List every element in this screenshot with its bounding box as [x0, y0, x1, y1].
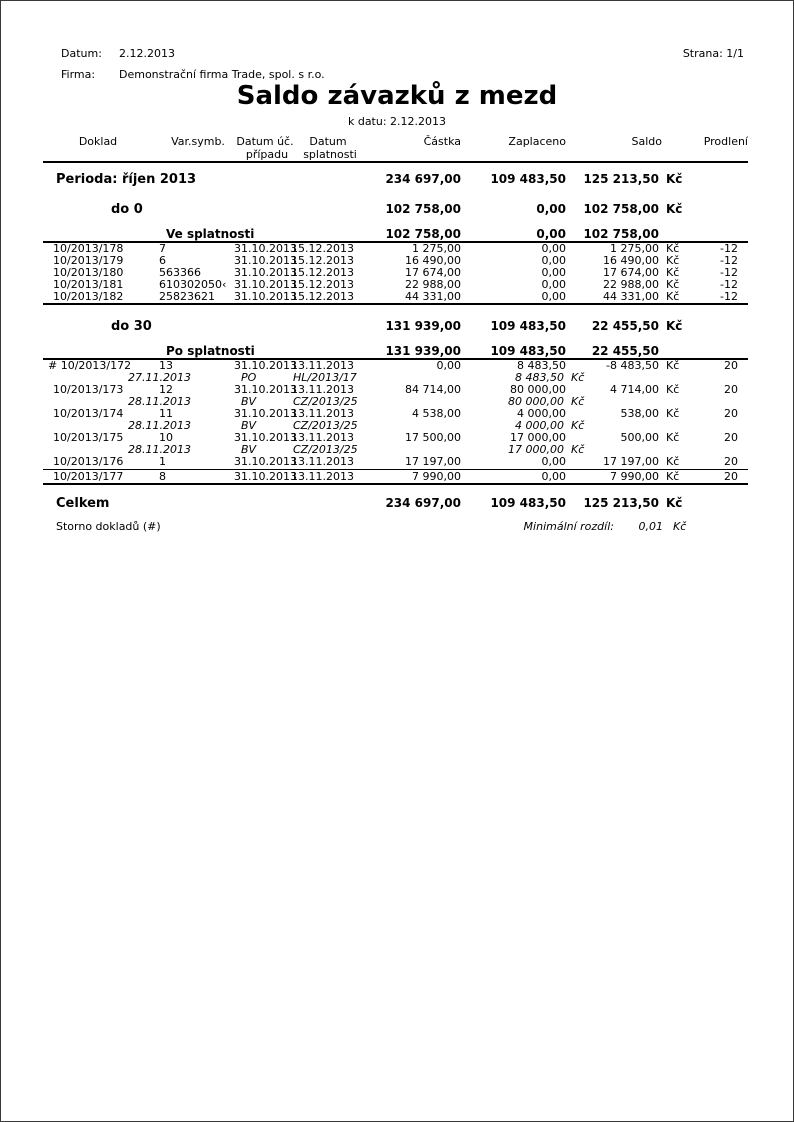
status-row	[43, 227, 748, 241]
cell-prodleni: 20	[724, 431, 738, 444]
cell-zaplaceno: 4 000,00	[517, 407, 566, 420]
payment-date: 27.11.2013	[128, 371, 191, 384]
cell-currency: Kč	[666, 172, 683, 186]
bucket-row	[43, 201, 748, 218]
payment-date: 28.11.2013	[128, 419, 191, 432]
min-diff-label: Minimální rozdíl:	[523, 520, 614, 533]
payment-doklad: CZ/2013/25	[293, 395, 358, 408]
cell-datum-spl: 15.12.2013	[291, 290, 354, 303]
cell-varsymb: 6	[159, 254, 166, 267]
col-header-datum-uc: Datum úč.	[236, 135, 294, 148]
cell-doklad: 10/2013/175	[53, 431, 124, 444]
cell-doklad: 10/2013/179	[53, 254, 124, 267]
col-header-doklad: Doklad	[78, 135, 118, 148]
cell-zaplaceno: 0,00	[541, 266, 566, 279]
company-label: Firma:	[61, 68, 96, 81]
col-header-varsymb: Var.symb.	[171, 135, 225, 148]
cell-varsymb: 8	[159, 470, 166, 483]
cell-zaplaceno: 8 483,50	[517, 359, 566, 372]
cell-prodleni: 20	[724, 383, 738, 396]
cell-saldo: 7 990,00	[610, 470, 659, 483]
cell-castka: 102 758,00	[385, 227, 461, 241]
cell-currency: Kč	[666, 383, 680, 396]
cell-saldo: -8 483,50	[606, 359, 659, 372]
col-header-datum-spl-2: splatnosti	[303, 148, 357, 161]
cell-saldo: 125 213,50	[583, 496, 659, 510]
min-diff-currency: Kč	[673, 520, 687, 533]
col-header-castka: Částka	[423, 135, 461, 148]
cell-saldo: 22 455,50	[591, 319, 659, 333]
cell-castka: 131 939,00	[385, 344, 461, 358]
cell-saldo: 500,00	[620, 431, 659, 444]
date-value: 2.12.2013	[119, 47, 175, 60]
cell-datum-uc: 31.10.2013	[234, 470, 297, 483]
cell-saldo: 17 197,00	[603, 455, 659, 468]
payment-doklad: CZ/2013/25	[293, 443, 358, 456]
col-header-datum-spl: Datum	[309, 135, 347, 148]
cell-castka: 7 990,00	[412, 470, 461, 483]
cell-zaplaceno: 109 483,50	[490, 496, 566, 510]
cell-castka: 22 988,00	[405, 278, 461, 291]
cell-zaplaceno: 0,00	[541, 254, 566, 267]
payment-currency: Kč	[571, 419, 585, 432]
cell-castka: 17 674,00	[405, 266, 461, 279]
status-row	[43, 344, 748, 358]
cell-datum-spl: 15.12.2013	[291, 278, 354, 291]
cell-currency: Kč	[666, 455, 680, 468]
cell-datum-spl: 13.11.2013	[291, 431, 354, 444]
cell-datum-spl: 15.12.2013	[291, 254, 354, 267]
bucket-row	[43, 318, 748, 335]
cell-datum-spl: 13.11.2013	[291, 359, 354, 372]
cell-prodleni: -12	[720, 290, 738, 303]
footer-row	[43, 520, 748, 534]
cell-currency: Kč	[666, 254, 680, 267]
cell-datum-uc: 31.10.2013	[234, 359, 297, 372]
cell-datum-uc: 31.10.2013	[234, 431, 297, 444]
cell-prodleni: 20	[724, 455, 738, 468]
cell-datum-uc: 31.10.2013	[234, 383, 297, 396]
cell-saldo: 4 714,00	[610, 383, 659, 396]
report-table	[43, 135, 748, 534]
cell-zaplaceno: 0,00	[541, 242, 566, 255]
cell-castka: 44 331,00	[405, 290, 461, 303]
row-label: Celkem	[56, 496, 110, 511]
cell-varsymb: 1	[159, 455, 166, 468]
cell-castka: 234 697,00	[385, 172, 461, 186]
cell-currency: Kč	[666, 266, 680, 279]
col-header-prodleni: Prodlení	[703, 135, 748, 148]
cell-prodleni: -12	[720, 266, 738, 279]
storno-note: Storno dokladů (#)	[56, 520, 161, 533]
company-name: Demonstrační firma Trade, spol. s r.o.	[119, 68, 325, 81]
cell-currency: Kč	[666, 242, 680, 255]
cell-varsymb: 12	[159, 383, 173, 396]
cell-prodleni: 20	[724, 470, 738, 483]
cell-saldo: 538,00	[620, 407, 659, 420]
cell-saldo: 102 758,00	[583, 227, 659, 241]
cell-datum-spl: 15.12.2013	[291, 266, 354, 279]
cell-castka: 102 758,00	[385, 202, 461, 216]
cell-currency: Kč	[666, 319, 683, 333]
cell-varsymb: 25823621	[159, 290, 215, 303]
header-rule	[43, 161, 748, 163]
report-rows	[43, 171, 748, 534]
table-row	[43, 291, 748, 303]
cell-currency: Kč	[666, 202, 683, 216]
period-row	[43, 171, 748, 188]
payment-castka: 4 000,00	[515, 419, 564, 432]
cell-saldo: 17 674,00	[603, 266, 659, 279]
cell-saldo: 22 455,50	[591, 344, 659, 358]
payment-castka: 80 000,00	[508, 395, 564, 408]
cell-castka: 0,00	[436, 359, 461, 372]
total-row	[43, 495, 748, 512]
cell-datum-uc: 31.10.2013	[234, 266, 297, 279]
cell-castka: 4 538,00	[412, 407, 461, 420]
cell-castka: 16 490,00	[405, 254, 461, 267]
row-label: do 30	[111, 319, 152, 334]
payment-currency: Kč	[571, 443, 585, 456]
table-header	[43, 135, 748, 161]
cell-currency: Kč	[666, 359, 680, 372]
cell-doklad: 10/2013/176	[53, 455, 124, 468]
cell-varsymb: 10	[159, 431, 173, 444]
cell-doklad: 10/2013/182	[53, 290, 124, 303]
cell-doklad: 10/2013/178	[53, 242, 124, 255]
cell-zaplaceno: 0,00	[541, 455, 566, 468]
cell-doklad: 10/2013/173	[53, 383, 124, 396]
cell-castka: 234 697,00	[385, 496, 461, 510]
cell-currency: Kč	[666, 431, 680, 444]
min-diff-value: 0,01	[638, 520, 663, 533]
col-header-zaplaceno: Zaplaceno	[508, 135, 566, 148]
cell-saldo: 1 275,00	[610, 242, 659, 255]
cell-currency: Kč	[666, 278, 680, 291]
cell-castka: 17 500,00	[405, 431, 461, 444]
cell-castka: 131 939,00	[385, 319, 461, 333]
row-label: do 0	[111, 202, 143, 217]
cell-doklad: 10/2013/177	[53, 470, 124, 483]
cell-datum-uc: 31.10.2013	[234, 455, 297, 468]
cell-castka: 84 714,00	[405, 383, 461, 396]
cell-zaplaceno: 109 483,50	[490, 319, 566, 333]
payment-doklad: HL/2013/17	[293, 371, 357, 384]
cell-datum-uc: 31.10.2013	[234, 278, 297, 291]
cell-zaplaceno: 109 483,50	[490, 344, 566, 358]
cell-saldo: 44 331,00	[603, 290, 659, 303]
cell-currency: Kč	[666, 470, 680, 483]
col-header-saldo: Saldo	[631, 135, 662, 148]
cell-datum-uc: 31.10.2013	[234, 242, 297, 255]
cell-varsymb: 13	[159, 359, 173, 372]
cell-prodleni: -12	[720, 242, 738, 255]
payment-castka: 8 483,50	[515, 371, 564, 384]
cell-prodleni: -12	[720, 254, 738, 267]
cell-zaplaceno: 0,00	[541, 290, 566, 303]
cell-doklad: 10/2013/181	[53, 278, 124, 291]
row-label: Po splatnosti	[166, 344, 255, 358]
cell-currency: Kč	[666, 290, 680, 303]
cell-varsymb: 7	[159, 242, 166, 255]
cell-datum-spl: 13.11.2013	[291, 470, 354, 483]
payment-date: 28.11.2013	[128, 395, 191, 408]
row-label: Ve splatnosti	[166, 227, 255, 241]
payment-type: PO	[241, 371, 257, 384]
cell-zaplaceno: 109 483,50	[490, 172, 566, 186]
table-row	[43, 471, 748, 483]
cell-zaplaceno: 0,00	[541, 278, 566, 291]
cell-saldo: 125 213,50	[583, 172, 659, 186]
cell-zaplaceno: 80 000,00	[510, 383, 566, 396]
cell-zaplaceno: 0,00	[536, 227, 566, 241]
report-title: Saldo závazků z mezd	[236, 81, 558, 111]
payment-currency: Kč	[571, 395, 585, 408]
divider	[43, 483, 748, 485]
cell-datum-uc: 31.10.2013	[234, 254, 297, 267]
cell-saldo: 102 758,00	[583, 202, 659, 216]
table-row	[43, 456, 748, 468]
cell-saldo: 22 988,00	[603, 278, 659, 291]
cell-zaplaceno: 17 000,00	[510, 431, 566, 444]
cell-prodleni: -12	[720, 278, 738, 291]
cell-zaplaceno: 0,00	[541, 470, 566, 483]
cell-zaplaceno: 0,00	[536, 202, 566, 216]
row-label: Perioda: říjen 2013	[56, 172, 197, 187]
cell-doklad: # 10/2013/172	[48, 359, 132, 372]
cell-datum-uc: 31.10.2013	[234, 407, 297, 420]
page-number: Strana: 1/1	[682, 47, 744, 60]
cell-castka: 1 275,00	[412, 242, 461, 255]
payment-currency: Kč	[571, 371, 585, 384]
divider	[43, 303, 748, 305]
payment-castka: 17 000,00	[508, 443, 564, 456]
cell-prodleni: 20	[724, 407, 738, 420]
cell-saldo: 16 490,00	[603, 254, 659, 267]
cell-varsymb: 11	[159, 407, 173, 420]
col-header-datum-uc-2: případu	[245, 148, 289, 161]
cell-varsymb: 610302050‹	[159, 278, 227, 291]
cell-datum-spl: 15.12.2013	[291, 242, 354, 255]
payment-date: 28.11.2013	[128, 443, 191, 456]
payment-type: BV	[241, 419, 257, 432]
payment-doklad: CZ/2013/25	[293, 419, 358, 432]
cell-doklad: 10/2013/174	[53, 407, 124, 420]
cell-datum-spl: 13.11.2013	[291, 383, 354, 396]
cell-datum-spl: 13.11.2013	[291, 455, 354, 468]
date-label: Datum:	[61, 47, 102, 60]
report-subtitle: k datu: 2.12.2013	[347, 115, 447, 128]
cell-currency: Kč	[666, 496, 683, 510]
payment-type: BV	[241, 443, 257, 456]
cell-varsymb: 563366	[159, 266, 201, 279]
cell-datum-spl: 13.11.2013	[291, 407, 354, 420]
cell-castka: 17 197,00	[405, 455, 461, 468]
cell-currency: Kč	[666, 407, 680, 420]
cell-prodleni: 20	[724, 359, 738, 372]
payment-type: BV	[241, 395, 257, 408]
cell-datum-uc: 31.10.2013	[234, 290, 297, 303]
cell-doklad: 10/2013/180	[53, 266, 124, 279]
